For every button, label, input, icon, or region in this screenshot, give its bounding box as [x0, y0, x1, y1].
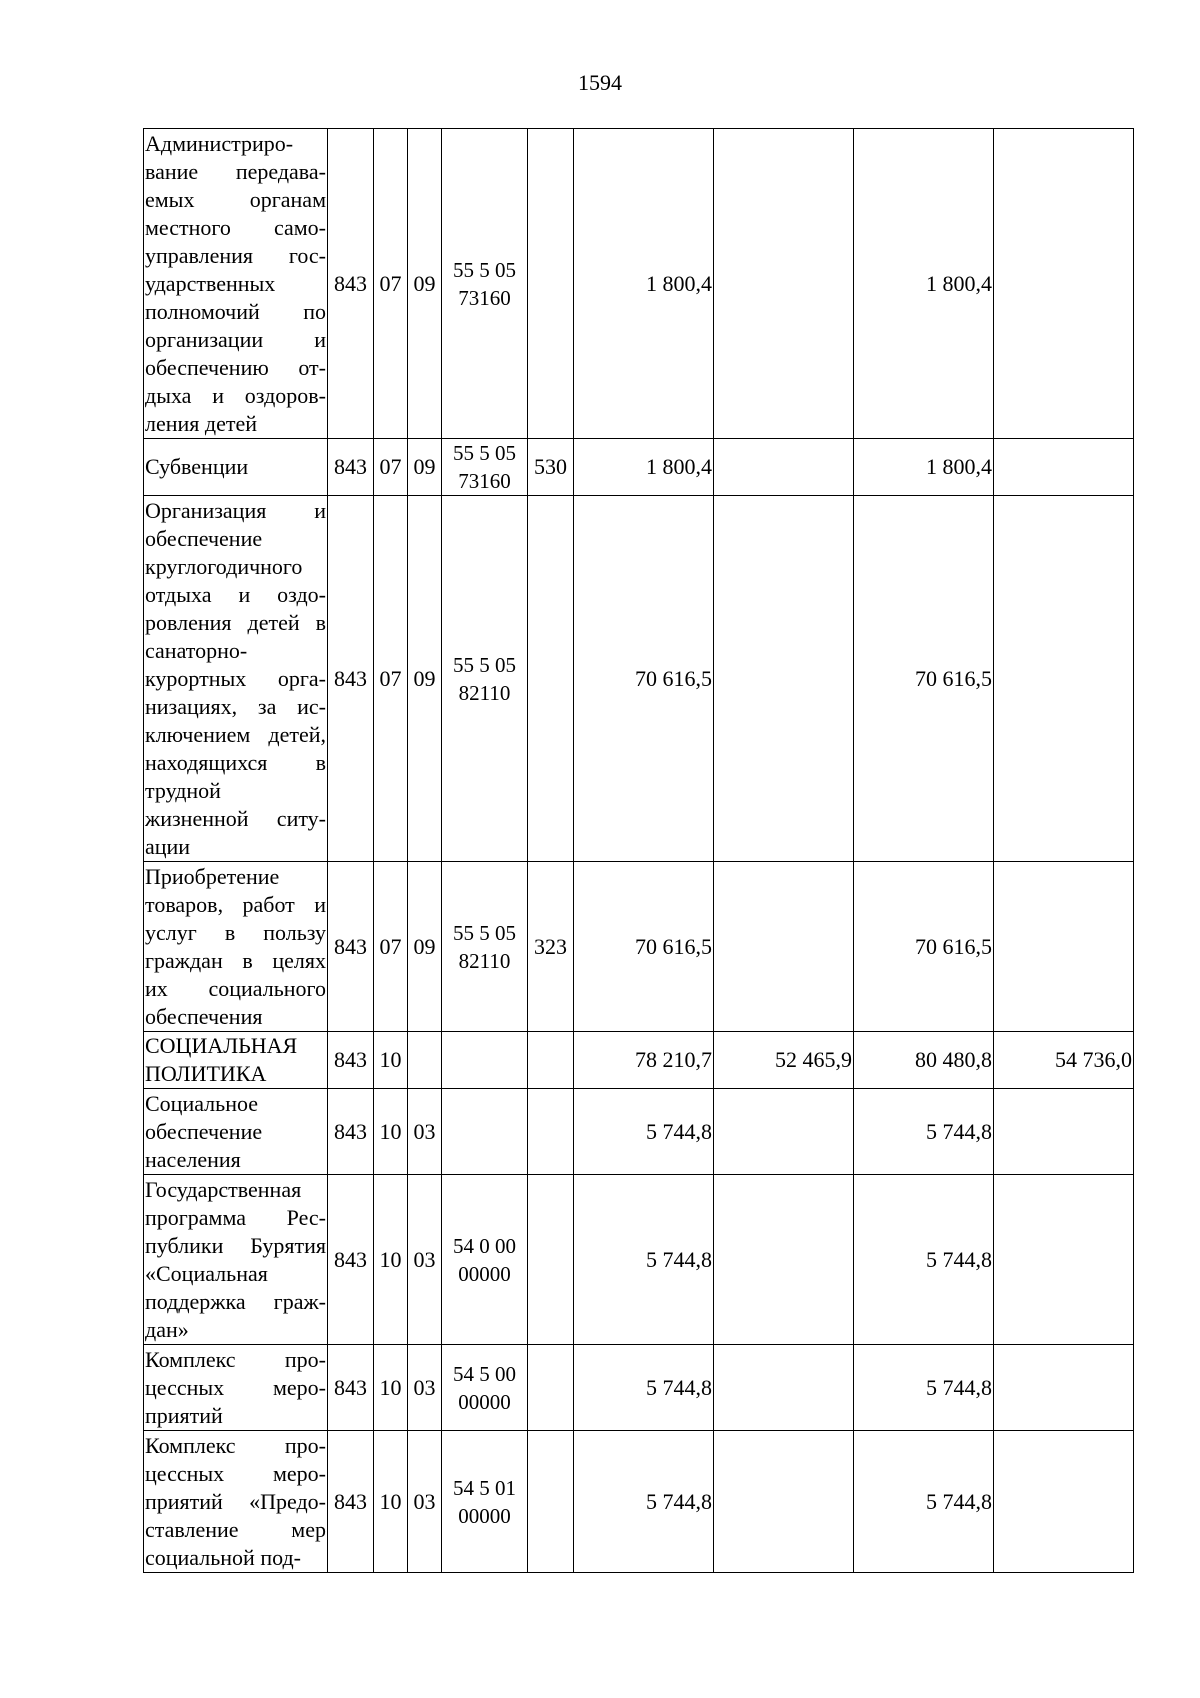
subsection-code: 03 — [408, 1345, 442, 1431]
amount-total-year2: 5 744,8 — [854, 1345, 994, 1431]
row-name: Государственная программа Республики Бурятия «Социальная поддержка граждан» — [144, 1175, 328, 1345]
subsection-code: 03 — [408, 1089, 442, 1175]
ved-code: 843 — [328, 1345, 374, 1431]
amount-total-year2: 70 616,5 — [854, 862, 994, 1032]
ved-code: 843 — [328, 862, 374, 1032]
amount-federal-year2 — [994, 1175, 1134, 1345]
expense-type-code: 530 — [528, 439, 574, 496]
amount-total-year2: 1 800,4 — [854, 129, 994, 439]
row-name: Социальное обеспечение населения — [144, 1089, 328, 1175]
amount-federal-year1 — [714, 1431, 854, 1573]
amount-total-year1: 5 744,8 — [574, 1345, 714, 1431]
expense-type-code — [528, 1431, 574, 1573]
amount-total-year2: 5 744,8 — [854, 1089, 994, 1175]
amount-total-year2: 70 616,5 — [854, 496, 994, 862]
target-article-code-part1: 55 5 05 — [453, 652, 516, 677]
ved-code: 843 — [328, 1032, 374, 1089]
amount-total-year1: 70 616,5 — [574, 862, 714, 1032]
table-row — [144, 862, 1134, 1032]
subsection-code — [408, 1032, 442, 1089]
target-article-code — [442, 129, 528, 439]
amount-total-year1: 1 800,4 — [574, 439, 714, 496]
target-article-code-part1: 55 5 05 — [453, 257, 516, 282]
section-code: 10 — [374, 1032, 408, 1089]
section-code: 07 — [374, 862, 408, 1032]
expense-type-code — [528, 1345, 574, 1431]
table-row — [144, 439, 1134, 496]
section-code: 07 — [374, 129, 408, 439]
row-name: Приобретение товаров, работ и услуг в пользу граждан в целях их социального обеспечения — [144, 862, 328, 1032]
expense-type-code — [528, 496, 574, 862]
row-name: Администрирование передаваемых органам местного самоуправления государственных полномочий по организации и обеспечению отдыха и оздоровления детей — [144, 129, 328, 439]
expense-type-code — [528, 129, 574, 439]
target-article-code — [442, 1089, 528, 1175]
amount-federal-year1 — [714, 439, 854, 496]
expense-type-code — [528, 1089, 574, 1175]
amount-federal-year1 — [714, 1175, 854, 1345]
table-row — [144, 496, 1134, 862]
table-row — [144, 1032, 1134, 1089]
section-code: 07 — [374, 496, 408, 862]
ved-code: 843 — [328, 439, 374, 496]
ved-code: 843 — [328, 129, 374, 439]
expense-type-code: 323 — [528, 862, 574, 1032]
subsection-code: 09 — [408, 439, 442, 496]
amount-total-year1: 70 616,5 — [574, 496, 714, 862]
row-name: Комплекс процессных мероприятий — [144, 1345, 328, 1431]
row-name: Субвенции — [144, 439, 328, 496]
ved-code: 843 — [328, 1089, 374, 1175]
target-article-code-part1: 54 5 01 — [453, 1475, 516, 1500]
target-article-code-part2: 00000 — [458, 1261, 511, 1286]
amount-total-year2: 5 744,8 — [854, 1175, 994, 1345]
subsection-code: 03 — [408, 1431, 442, 1573]
target-article-code — [442, 496, 528, 862]
amount-federal-year2 — [994, 1431, 1134, 1573]
ved-code: 843 — [328, 1175, 374, 1345]
amount-federal-year2 — [994, 496, 1134, 862]
amount-total-year1: 5 744,8 — [574, 1431, 714, 1573]
amount-federal-year1: 52 465,9 — [714, 1032, 854, 1089]
section-code: 10 — [374, 1431, 408, 1573]
target-article-code-part2: 82110 — [458, 948, 511, 973]
target-article-code-part1: 55 5 05 — [453, 920, 516, 945]
ved-code: 843 — [328, 496, 374, 862]
target-article-code-part2: 82110 — [458, 680, 511, 705]
expense-type-code — [528, 1175, 574, 1345]
target-article-code-part2: 00000 — [458, 1503, 511, 1528]
row-name: Организация и обеспечение круглогодичного отдыха и оздоровления детей в санаторно-курортных организациях, за исключением детей, находящихся в трудной жизненной ситуации — [144, 496, 328, 862]
amount-federal-year1 — [714, 1089, 854, 1175]
section-code: 10 — [374, 1175, 408, 1345]
target-article-code — [442, 1431, 528, 1573]
amount-federal-year1 — [714, 496, 854, 862]
amount-total-year2: 80 480,8 — [854, 1032, 994, 1089]
subsection-code: 09 — [408, 862, 442, 1032]
page-number: 1594 — [578, 70, 622, 95]
subsection-code: 03 — [408, 1175, 442, 1345]
section-code: 10 — [374, 1089, 408, 1175]
table-row — [144, 1175, 1134, 1345]
amount-total-year1: 1 800,4 — [574, 129, 714, 439]
row-name: СОЦИАЛЬНАЯ ПОЛИТИКА — [144, 1032, 328, 1089]
amount-federal-year2 — [994, 439, 1134, 496]
expense-type-code — [528, 1032, 574, 1089]
ved-code: 843 — [328, 1431, 374, 1573]
target-article-code — [442, 1175, 528, 1345]
subsection-code: 09 — [408, 496, 442, 862]
target-article-code-part2: 73160 — [458, 469, 511, 493]
target-article-code-part2: 73160 — [458, 285, 511, 310]
amount-federal-year1 — [714, 129, 854, 439]
table-row — [144, 1089, 1134, 1175]
target-article-code — [442, 439, 528, 496]
amount-federal-year2: 54 736,0 — [994, 1032, 1134, 1089]
target-article-code-part1: 55 5 05 — [453, 441, 516, 465]
amount-federal-year1 — [714, 862, 854, 1032]
target-article-code — [442, 1032, 528, 1089]
target-article-code-part2: 00000 — [458, 1389, 511, 1414]
table-row — [144, 1345, 1134, 1431]
target-article-code-part1: 54 5 00 — [453, 1361, 516, 1386]
target-article-code — [442, 1345, 528, 1431]
amount-total-year2: 1 800,4 — [854, 439, 994, 496]
table-row — [144, 129, 1134, 439]
amount-federal-year2 — [994, 1345, 1134, 1431]
amount-federal-year1 — [714, 1345, 854, 1431]
amount-total-year1: 5 744,8 — [574, 1175, 714, 1345]
section-code: 10 — [374, 1345, 408, 1431]
budget-table — [143, 128, 1134, 1573]
amount-total-year1: 78 210,7 — [574, 1032, 714, 1089]
amount-total-year2: 5 744,8 — [854, 1431, 994, 1573]
row-name: Комплекс процессных мероприятий «Предоставление мер социальной под- — [144, 1431, 328, 1573]
amount-federal-year2 — [994, 1089, 1134, 1175]
amount-federal-year2 — [994, 862, 1134, 1032]
subsection-code: 09 — [408, 129, 442, 439]
table-row — [144, 1431, 1134, 1573]
target-article-code-part1: 54 0 00 — [453, 1233, 516, 1258]
amount-total-year1: 5 744,8 — [574, 1089, 714, 1175]
amount-federal-year2 — [994, 129, 1134, 439]
target-article-code — [442, 862, 528, 1032]
section-code: 07 — [374, 439, 408, 496]
